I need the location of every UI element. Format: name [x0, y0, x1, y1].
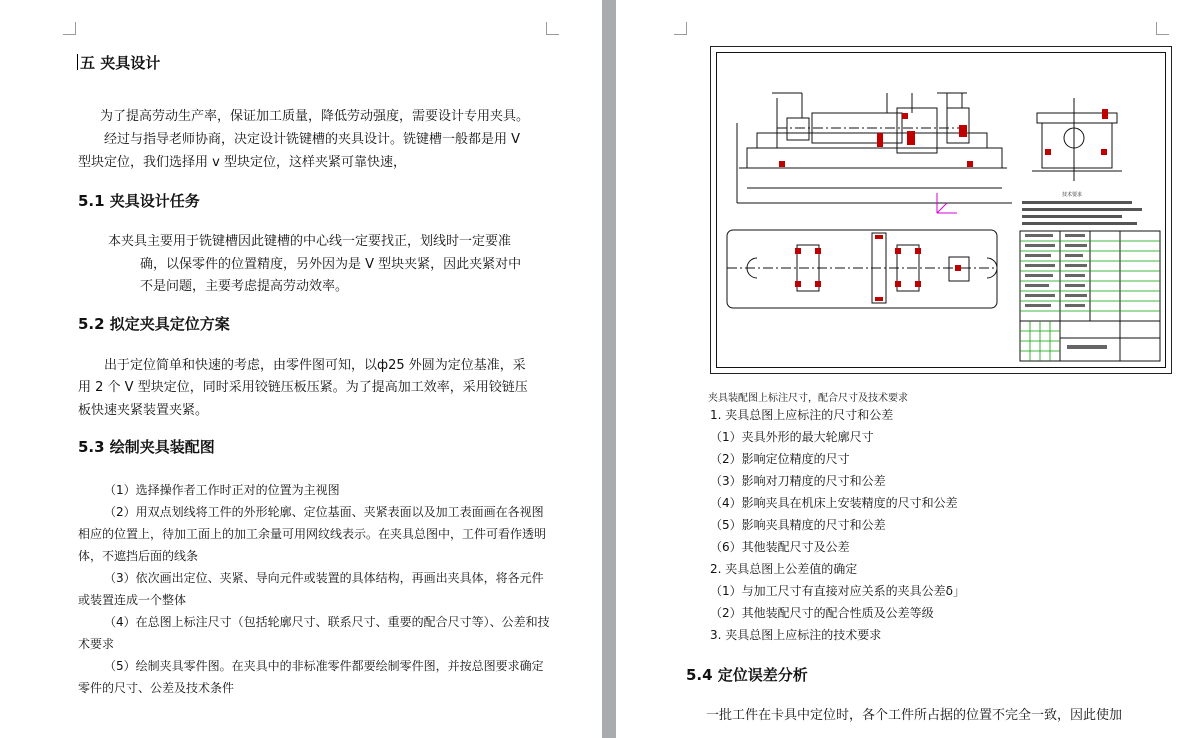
paragraph-line: 经过与指导老师协商，决定设计铣键槽的夹具设计。铣键槽一般都是用 V: [104, 132, 521, 147]
list-item: 2. 夹具总图上公差值的确定: [710, 562, 858, 576]
section-heading: 5.1 夹具设计任务: [78, 192, 200, 210]
crop-mark: [1156, 22, 1169, 35]
section-heading: 5.3 绘制夹具装配图: [78, 438, 215, 456]
list-item: （1）与加工尺寸有直接对应关系的夹具公差δ」: [710, 584, 965, 598]
paragraph-line: 相应的位置上，待加工面上的加工余量可用网纹线表示。在夹具总图中，工件可看作透明: [78, 527, 547, 541]
paragraph-line: 型块定位，我们选择用 v 型块定位，这样夹紧可靠快速，: [78, 155, 406, 170]
paragraph-line: 体，不遮挡后面的线条: [78, 549, 199, 563]
crop-mark: [546, 22, 559, 35]
assembly-drawing-svg: [717, 53, 1165, 367]
paragraph-line: 术要求: [78, 637, 115, 651]
chapter-heading: 五 夹具设计: [80, 54, 161, 72]
list-item: （2）影响定位精度的尺寸: [710, 452, 850, 466]
drawing-caption: 夹具装配图上标注尺寸，配合尺寸及技术要求: [708, 393, 908, 404]
list-item: （4）影响夹具在机床上安装精度的尺寸和公差: [710, 496, 958, 510]
tech-notes-title: 技术要求: [1062, 192, 1083, 198]
paragraph-line: 不是问题，主要考虑提高劳动效率。: [140, 279, 349, 294]
paragraph-line: 用 2 个 V 型块定位，同时采用铰链压板压紧。为了提高加工效率，采用铰链压: [78, 380, 528, 395]
list-item: （1）夹具外形的最大轮廓尺寸: [710, 430, 874, 444]
fixture-assembly-drawing: [710, 46, 1172, 374]
paragraph-line: （5）绘制夹具零件图。在夹具中的非标准零件都要绘制零件图，并按总图要求确定: [104, 659, 544, 673]
list-item: （5）影响夹具精度的尺寸和公差: [710, 518, 886, 532]
text-cursor: [77, 54, 78, 70]
paragraph-line: （1）选择操作者工作时正对的位置为主视图: [104, 483, 340, 497]
crop-mark: [63, 22, 76, 35]
list-item: 1. 夹具总图上应标注的尺寸和公差: [710, 408, 894, 422]
paragraph-line: 为了提高劳动生产率，保证加工质量，降低劳动强度，需要设计专用夹具。: [100, 109, 530, 124]
paragraph-line: 确，以保零件的位置精度，另外因为是 V 型块夹紧，因此夹紧对中: [140, 257, 522, 272]
paragraph-line: 出于定位简单和快速的考虑，由零件图可知，以ф25 外圆为定位基准，采: [104, 358, 526, 373]
paragraph-line: 本夹具主要用于铣键槽因此键槽的中心线一定要找正，划线时一定要准: [108, 234, 512, 249]
drawing-frame: [716, 52, 1166, 368]
paragraph-line: （2）用双点划线将工件的外形轮廓、定位基面、夹紧表面以及加工表面画在各视图: [104, 505, 544, 519]
list-item: （2）其他装配尺寸的配合性质及公差等级: [710, 606, 934, 620]
front-view: [737, 93, 1012, 203]
paragraph-line: （3）依次画出定位、夹紧、导向元件或装置的具体结构，再画出夹具体，将各元件: [104, 571, 544, 585]
tech-notes: [1022, 201, 1142, 225]
section-heading: 5.4 定位误差分析: [686, 666, 808, 684]
list-item: （3）影响对刀精度的尺寸和公差: [710, 474, 886, 488]
crop-mark: [674, 22, 687, 35]
paragraph-line: 板快速夹紧装置夹紧。: [78, 403, 209, 418]
section-heading: 5.2 拟定夹具定位方案: [78, 315, 230, 333]
paragraph-line: （4）在总图上标注尺寸（包括轮廓尺寸、联系尺寸、重要的配合尺寸等）、公差和技: [104, 615, 550, 629]
side-view: [1032, 98, 1122, 181]
list-item: （6）其他装配尺寸及公差: [710, 540, 850, 554]
paragraph-line: 或装置连成一个整体: [78, 593, 187, 607]
paragraph-line: 一批工件在卡具中定位时，各个工件所占据的位置不完全一致，因此使加: [706, 708, 1123, 723]
list-item: 3. 夹具总图上应标注的技术要求: [710, 628, 882, 642]
paragraph-line: 零件的尺寸、公差及技术条件: [78, 681, 235, 695]
right-page: [616, 0, 1202, 738]
